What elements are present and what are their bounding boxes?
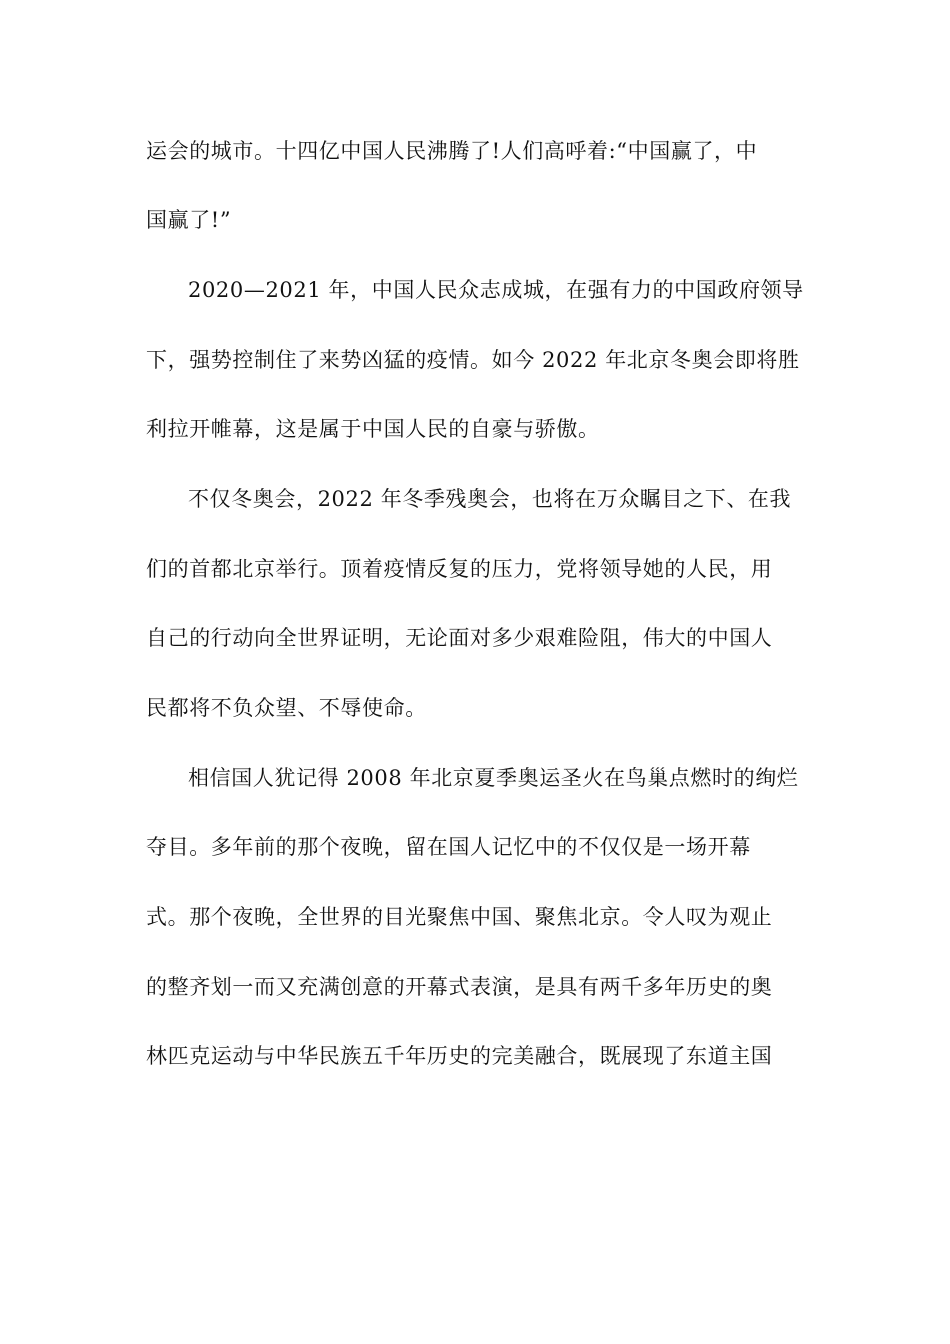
text-line: 的整齐划一而又充满创意的开幕式表演，是具有两千多年历史的奥: [146, 975, 773, 999]
text-line: 民都将不负众望、不辱使命。: [146, 696, 427, 720]
paragraph-start-line: 相信国人犹记得 2008 年北京夏季奥运圣火在鸟巢点燃时的绚烂: [188, 766, 799, 790]
text-line: 们的首都北京举行。顶着疫情反复的压力，党将领导她的人民，用: [146, 557, 773, 581]
paragraph-start-line: 不仅冬奥会，2022 年冬季残奥会，也将在万众瞩目之下、在我: [188, 487, 792, 511]
text-line: 林匹克运动与中华民族五千年历史的完美融合，既展现了东道主国: [146, 1044, 773, 1068]
text-line: 利拉开帷幕，这是属于中国人民的自豪与骄傲。: [146, 417, 600, 441]
text-line: 夺目。多年前的那个夜晚，留在国人记忆中的不仅仅是一场开幕: [146, 835, 751, 859]
text-line: 下，强势控制住了来势凶猛的疫情。如今 2022 年北京冬奥会即将胜: [146, 348, 800, 372]
text-line: 国赢了!”: [146, 208, 232, 232]
text-line: 自己的行动向全世界证明，无论面对多少艰难险阻，伟大的中国人: [146, 626, 773, 650]
text-line: 式。那个夜晚，全世界的目光聚焦中国、聚焦北京。令人叹为观止: [146, 905, 773, 929]
text-line: 运会的城市。十四亿中国人民沸腾了!人们高呼着:“中国赢了，中: [146, 139, 758, 163]
paragraph-start-line: 2020—2021 年，中国人民众志成城，在强有力的中国政府领导: [188, 278, 804, 302]
